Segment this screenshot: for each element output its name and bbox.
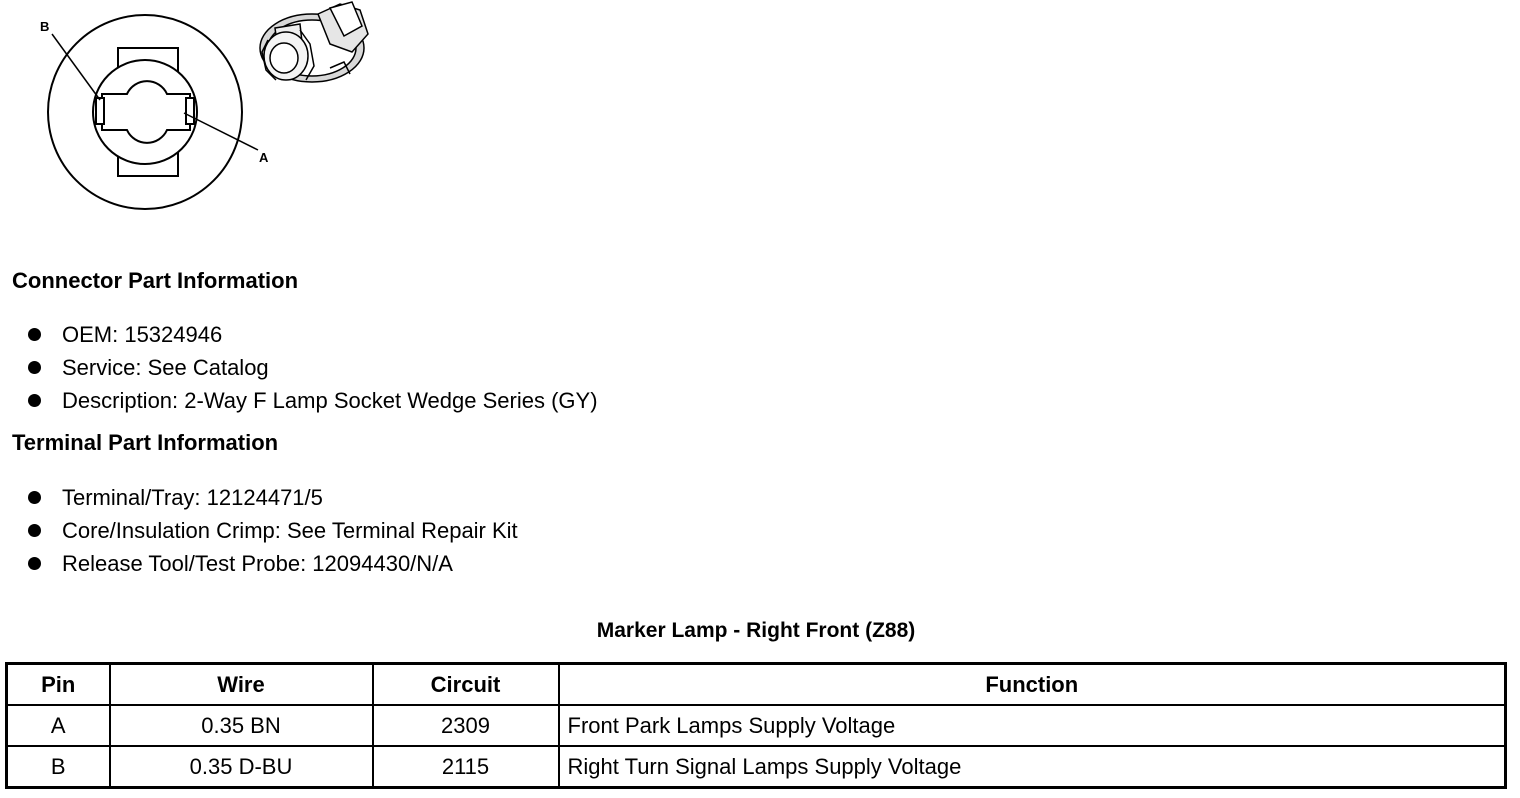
cell-pin: B: [7, 746, 110, 788]
list-item: [28, 547, 518, 580]
cell-wire: 0.35 D-BU: [110, 746, 373, 788]
terminal-release-tool: Release Tool/Test Probe: 12094430/N/A: [62, 551, 453, 576]
terminal-part-heading: Terminal Part Information: [12, 430, 279, 455]
list-item: [28, 514, 518, 547]
connector-part-heading: Connector Part Information: [12, 268, 299, 293]
table-header-row: [7, 664, 1506, 706]
table-row: [7, 746, 1506, 788]
connector-service: Service: See Catalog: [62, 355, 269, 380]
connector-part-list: [28, 318, 598, 417]
bullet-icon: [28, 361, 41, 374]
terminal-tray: Terminal/Tray: 12124471/5: [62, 485, 323, 510]
column-header-circuit: Circuit: [373, 664, 559, 706]
connector-face-view: [48, 15, 242, 209]
bullet-icon: [28, 394, 41, 407]
callout-a-label: A: [259, 150, 269, 165]
cell-circuit: 2309: [373, 705, 559, 746]
connector-description: Description: 2-Way F Lamp Socket Wedge Series (GY): [62, 388, 598, 413]
bullet-icon: [28, 557, 41, 570]
list-item: [28, 481, 518, 514]
list-item: [28, 384, 598, 417]
table-row: [7, 705, 1506, 746]
callout-a-leader: [184, 113, 258, 150]
callout-b-label: B: [40, 19, 50, 34]
bullet-icon: [28, 524, 41, 537]
terminal-part-list: [28, 481, 518, 580]
bullet-icon: [28, 491, 41, 504]
column-header-pin: Pin: [7, 664, 110, 706]
bullet-icon: [28, 328, 41, 341]
cell-wire: 0.35 BN: [110, 705, 373, 746]
cell-function: Front Park Lamps Supply Voltage: [559, 705, 1506, 746]
list-item: [28, 351, 598, 384]
cell-pin: A: [7, 705, 110, 746]
terminal-crimp: Core/Insulation Crimp: See Terminal Repair Kit: [62, 518, 518, 543]
lamp-socket-illustration: [260, 2, 368, 82]
table-title: Marker Lamp - Right Front (Z88): [596, 619, 916, 642]
cell-function: Right Turn Signal Lamps Supply Voltage: [559, 746, 1506, 788]
pinout-table: [5, 662, 1507, 789]
list-item: [28, 318, 598, 351]
connector-diagram: [0, 0, 400, 220]
cell-circuit: 2115: [373, 746, 559, 788]
column-header-function: Function: [559, 664, 1506, 706]
connector-oem: OEM: 15324946: [62, 322, 223, 347]
column-header-wire: Wire: [110, 664, 373, 706]
